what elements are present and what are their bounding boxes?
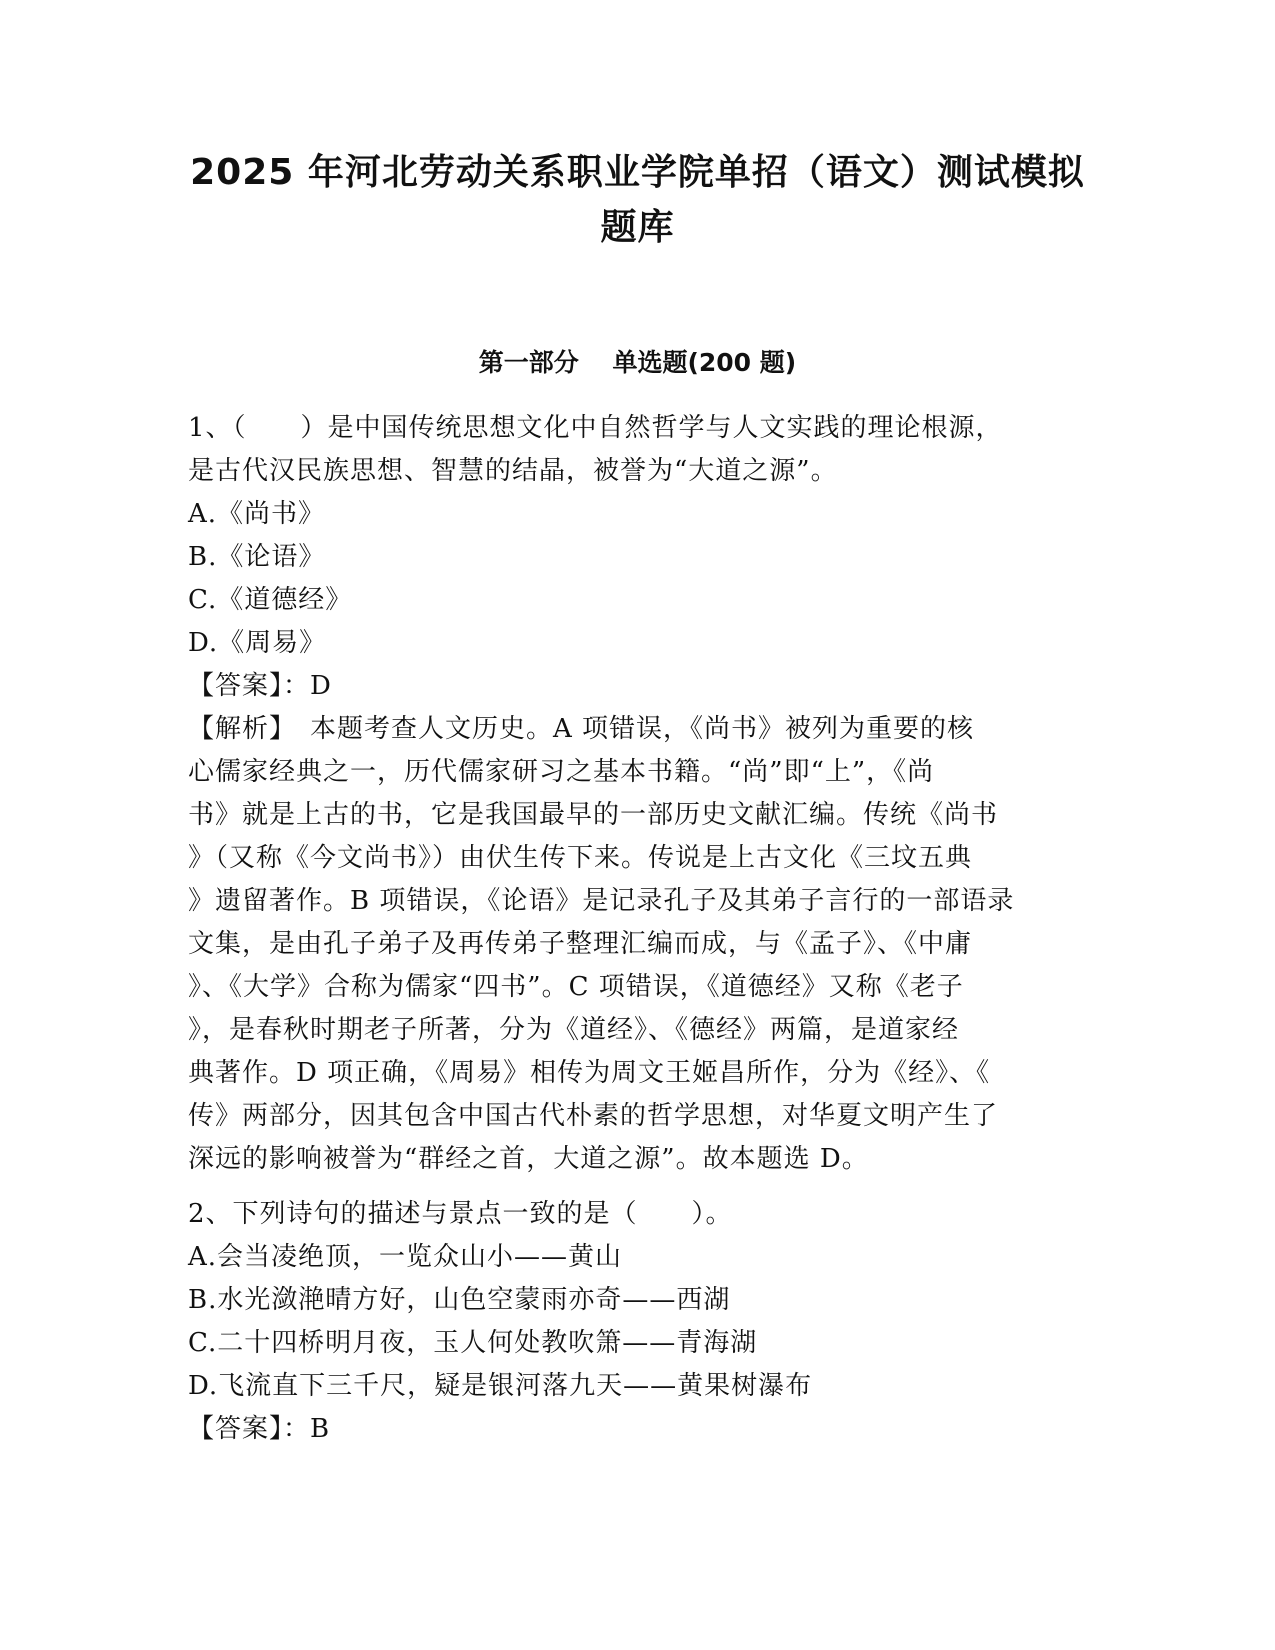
question-2-option-a: A.会当凌绝顶，一览众山小——黄山 xyxy=(188,1242,623,1272)
question-1-analysis-line: 传》两部分，因其包含中国古代朴素的哲学思想，对华夏文明产生了 xyxy=(188,1101,999,1131)
question-1-analysis-line: 书》就是上古的书，它是我国最早的一部历史文献汇编。传统《尚书 xyxy=(188,800,999,830)
question-1-option-a: A.《尚书》 xyxy=(188,499,326,529)
question-1-answer: 【答案】：D xyxy=(188,671,332,701)
question-2-option-c: C.二十四桥明月夜，玉人何处教吹箫——青海湖 xyxy=(188,1328,758,1358)
question-2 xyxy=(188,1193,1088,1451)
question-1-analysis-line: 心儒家经典之一，历代儒家研习之基本书籍。“尚”即“上”，《尚 xyxy=(188,757,935,787)
question-1-option-d: D.《周易》 xyxy=(188,628,327,658)
question-2-option-d: D.飞流直下三千尺，疑是银河落九天——黄果树瀑布 xyxy=(188,1371,813,1401)
document-title xyxy=(160,145,1115,255)
question-1-analysis-line: 文集，是由孔子弟子及再传弟子整理汇编而成，与《孟子》、《中庸 xyxy=(188,929,973,959)
question-2-answer: 【答案】：B xyxy=(188,1414,331,1444)
question-spacer xyxy=(188,1181,1088,1193)
question-1-analysis-line: 》，是春秋时期老子所著，分为《道经》、《德经》两篇，是道家经 xyxy=(188,1015,960,1045)
title-line-2: 题库 xyxy=(600,207,675,248)
question-1-analysis-line: 【解析】 本题考查人文历史。A 项错误，《尚书》被列为重要的核 xyxy=(188,714,975,744)
question-1-option-c: C.《道德经》 xyxy=(188,585,353,615)
question-1-analysis-line: 深远的影响被誉为“群经之首，大道之源”。故本题选 D。 xyxy=(188,1144,869,1174)
question-2-option-b: B.水光潋滟晴方好，山色空蒙雨亦奇——西湖 xyxy=(188,1285,731,1315)
question-1-option-b: B.《论语》 xyxy=(188,542,326,572)
question-1-analysis-line: 》（又称《今文尚书》）由伏生传下来。传说是上古文化《三坟五典 xyxy=(188,843,973,873)
question-1-stem-line-1: 1、（ ）是中国传统思想文化中自然哲学与人文实践的理论根源， xyxy=(188,413,1003,443)
title-line-1: 2025 年河北劳动关系职业学院单招（语文）测试模拟 xyxy=(190,152,1085,193)
question-1-analysis-line: 》、《大学》合称为儒家“四书”。C 项错误，《道德经》又称《老子 xyxy=(188,972,964,1002)
question-1-analysis-line: 》遗留著作。B 项错误，《论语》是记录孔子及其弟子言行的一部语录 xyxy=(188,886,1015,916)
question-list xyxy=(188,407,1088,1451)
question-2-stem: 2、下列诗句的描述与景点一致的是（ ）。 xyxy=(188,1199,733,1229)
section-heading: 第一部分 单选题(200 题) xyxy=(478,348,797,377)
question-1-stem-line-2: 是古代汉民族思想、智慧的结晶，被誉为“大道之源”。 xyxy=(188,456,838,486)
question-1 xyxy=(188,407,1088,1181)
question-1-analysis-line: 典著作。D 项正确，《周易》相传为周文王姬昌所作，分为《经》、《 xyxy=(188,1058,991,1088)
